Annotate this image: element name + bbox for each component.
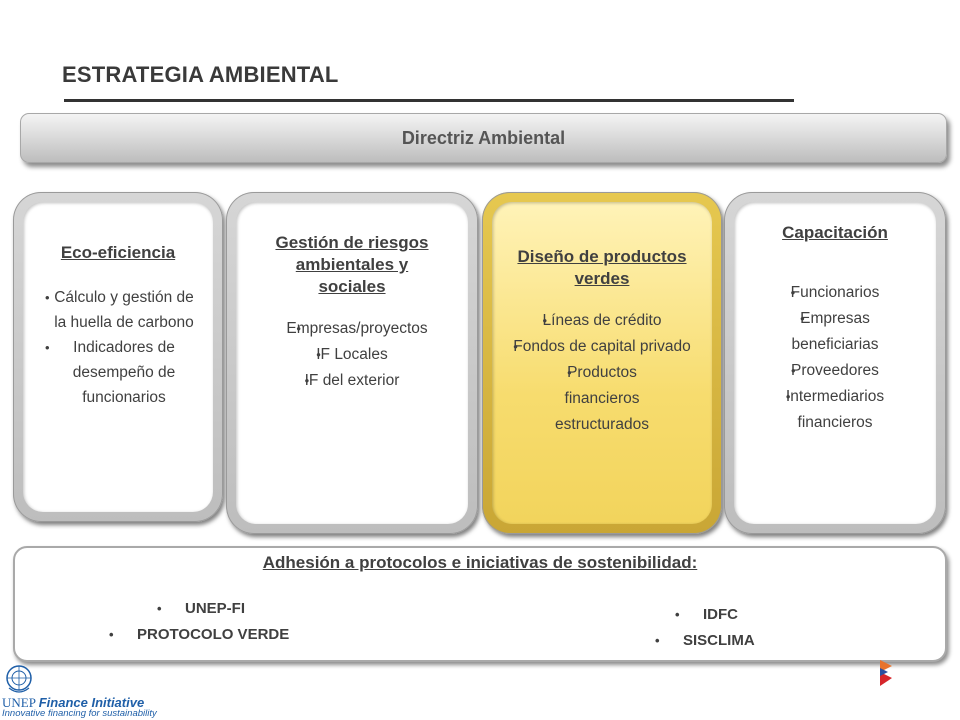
- list-item: • Proveedores: [750, 358, 920, 384]
- unep-text: UNEP: [2, 695, 36, 710]
- bullet-text: IF Locales: [316, 346, 388, 363]
- un-emblem-icon: [4, 662, 34, 698]
- list-item: • Líneas de crédito: [510, 308, 694, 334]
- bullet-list: [236, 316, 468, 394]
- list-item: [236, 342, 468, 368]
- list-item: • Empresas beneficiarias: [750, 306, 920, 358]
- slide-title: ESTRATEGIA AMBIENTAL: [62, 62, 339, 87]
- directriz-banner: Directriz Ambiental: [20, 113, 947, 163]
- list-item: • IDFC: [675, 602, 755, 628]
- list-item: [236, 368, 468, 394]
- list-item: [236, 316, 468, 342]
- adhesion-left-list: [137, 596, 290, 648]
- bullet-text: IF del exterior: [304, 372, 400, 389]
- adhesion-box: [13, 546, 947, 662]
- bank-logo-icon: [878, 658, 898, 688]
- finance-initiative-text: Finance Initiative: [38, 695, 145, 710]
- card-title: Eco-eficiencia: [60, 243, 176, 262]
- card-gestion-riesgos: [226, 192, 478, 534]
- list-item: • SISCLIMA: [655, 628, 755, 654]
- bullet-list: [492, 308, 712, 438]
- list-item: • Intermediarios financieros: [750, 384, 920, 436]
- card-capacitacion-inner: [734, 202, 936, 524]
- card-diseno-productos: [482, 192, 722, 534]
- list-item: • UNEP-FI: [157, 596, 289, 622]
- list-item: • Funcionarios: [750, 280, 920, 306]
- card-diseno-productos-inner: [492, 202, 712, 524]
- card-gestion-riesgos-inner: [236, 202, 468, 524]
- bullet-list: [734, 280, 936, 436]
- card-title: Capacitación: [782, 223, 888, 242]
- list-item: • Indicadores de desempeño de funcionarios: [47, 335, 201, 410]
- unep-tagline: Innovative financing for sustainability: [2, 708, 157, 719]
- card-capacitacion: [724, 192, 946, 534]
- card-eco-eficiencia-inner: [23, 202, 213, 512]
- adhesion-right-list: [675, 602, 755, 654]
- bullet-text: Empresas/proyectos: [286, 320, 428, 337]
- list-item: • Cálculo y gestión de la huella de carbono: [47, 285, 201, 335]
- title-underline: [64, 99, 794, 102]
- list-item: • Productos financieros estructurados: [510, 360, 694, 438]
- bullet-list: [23, 285, 213, 410]
- card-title: Diseño de productos verdes: [517, 247, 687, 288]
- list-item: • Fondos de capital privado: [510, 334, 694, 360]
- list-item: • PROTOCOLO VERDE: [109, 622, 289, 648]
- adhesion-title: Adhesión a protocolos e iniciativas de sostenibilidad:: [262, 553, 698, 572]
- card-eco-eficiencia: [13, 192, 223, 522]
- card-title: Gestión de riesgos ambientales y sociales: [275, 233, 429, 296]
